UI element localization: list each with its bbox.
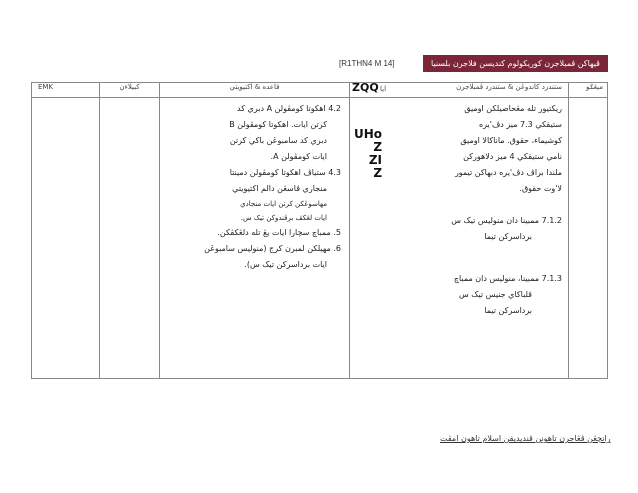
sk-item-712: 7.1.2 ممبينا دان منوليس تيک س [451,216,562,225]
sk-item-713-line: ڤلباكاي جنيس تيک س [459,290,532,299]
glitch-char: ZI [368,153,383,167]
sk-item-713: 7.1.3 ممبينا، منوليس دان ممباچ [453,274,562,283]
ak-line: منجاري ڤاسڠن دالم اکتيويتي [232,184,327,193]
ak-line: کرتن ايات. اهکوتا کومڤولن B [229,120,327,129]
sk-line: نامي ستيقكي 4 ميز دلاهوركن [463,152,562,161]
ak-line: دبري کد سامبوڠن باکي کرتن [229,136,327,145]
aktiviti-cell [160,98,350,379]
document-code: [R1THN4 M 14] [339,59,395,68]
table-header-row [32,83,608,98]
sk-line: لا'وت حقوق. [519,184,562,193]
ak-line: مهاسوڠکن کرتن ايات منجادي [240,200,327,208]
table-row [32,98,608,379]
emk-cell [32,98,100,379]
sk-item-713-line: برداسرکن تيما [484,306,532,315]
header-emk: EMK [32,83,100,98]
header-stub-text: ايا [380,85,387,93]
ak-line: ايات کومڤولن A. [270,152,327,161]
ak-line: ايات برداسرکن تيک س). [244,260,327,269]
lesson-plan-table [31,82,608,379]
ak-line: 4.3 ستياڤ اهکوتا کومڤولن دمينتا [229,168,341,177]
footer-caption: رانچڠن ڤڠاجرن تاهونن ڤنديديقن اسلام تاهون امڤت [440,434,611,443]
glitch-char: UHo [354,127,383,141]
kebolehan-cell [100,98,160,379]
header-kaedah-aktiviti: قاعده & اکتيويتي [160,83,350,98]
sk-line: ستيقكي 7.3 ميز دڤ'يره [478,120,562,129]
sk-line: ريکتيور تله مڠحاصيلکن اوميق [464,104,562,113]
glitch-char: Z [373,166,383,180]
glitch-characters [354,128,382,180]
title-banner: ڤيهاكن ڤمبلاجرن كوريكولوم كنديسن فلاجرن بلسنيا [423,55,608,72]
header-sk-label: ستندرد كاندوڠن & ستندرد ڤمبلاجرن [456,83,562,91]
ak-line: 4.2 اهکوتا کومڤولن A دبري کد [237,104,341,113]
sk-line: كوشيماء، حقوق. ماناكالا اوميق [460,136,562,145]
ak-line: 5. ممباچ سچارا ايات يڠ تله دلڠکڤکن. [217,228,341,237]
glitch-char: Z [373,140,383,154]
sk-item-712-line: برداسرکن تيما [484,232,532,241]
standard-cell [350,98,569,379]
header-standard-kandungan [350,83,569,98]
header-glitch-text: ZQQ [352,81,379,94]
header-kebolehan: كبيلاءن [100,83,160,98]
header-minggu: ميڠݢو [569,83,608,98]
minggu-cell [569,98,608,379]
sk-line: ملندا براڤ دڤ'يره دبهاکن تيمور [454,168,562,177]
ak-line: 6. مهيلکن لمبرن کرج (منوليس سامبوڠن [204,244,341,253]
ak-line: ايات لڠکڤ برڤندوکن تيک س. [240,214,327,222]
